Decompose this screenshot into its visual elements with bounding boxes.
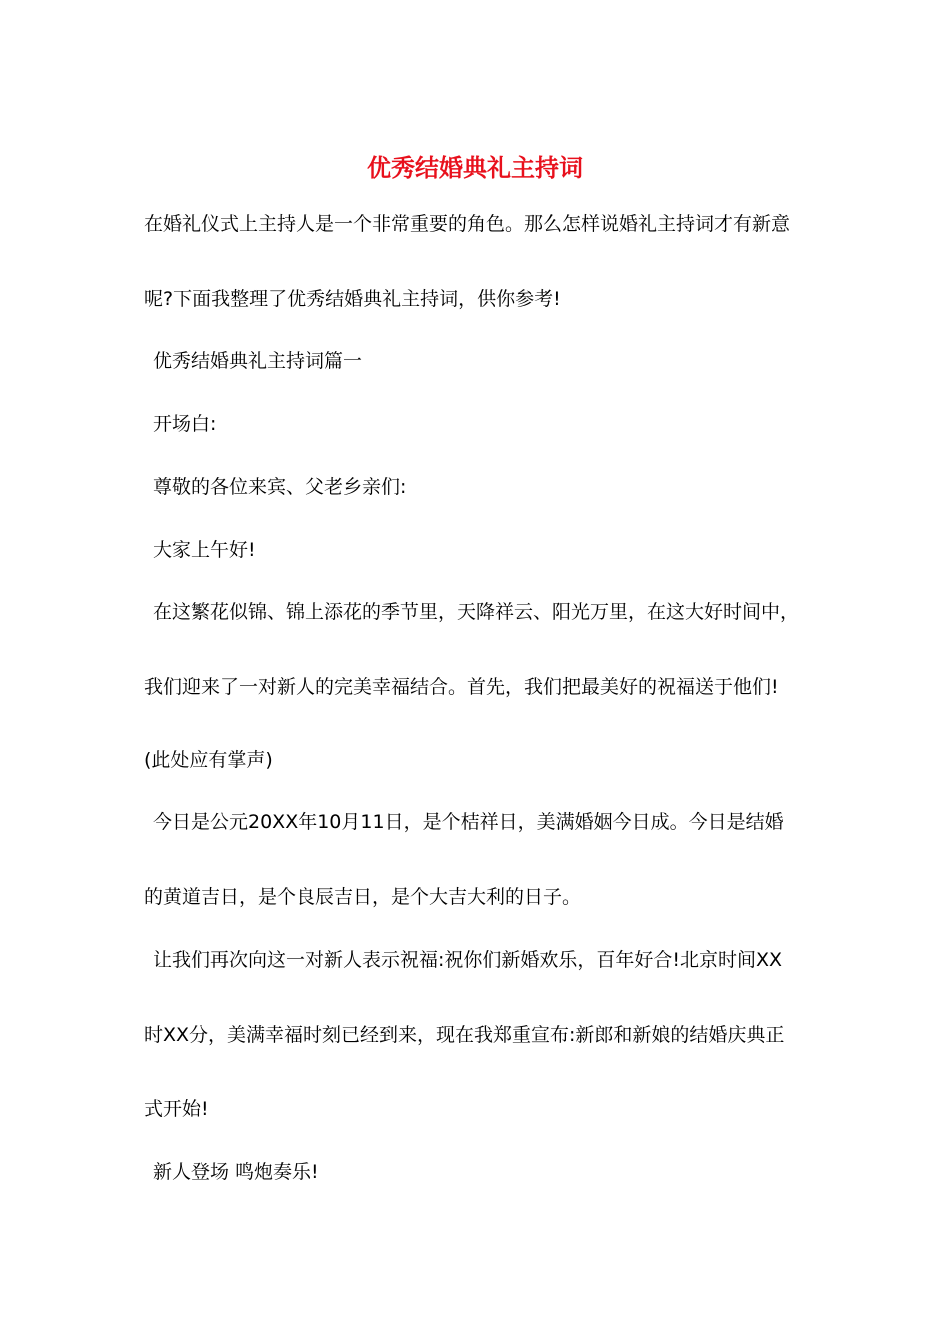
paragraph-line: (此处应有掌声): [144, 749, 273, 771]
paragraph-line: 时XX分，美满幸福时刻已经到来，现在我郑重宣布:新郎和新娘的结婚庆典正: [144, 1024, 785, 1046]
paragraph-line: 我们迎来了一对新人的完美幸福结合。首先，我们把最美好的祝福送于他们!: [144, 676, 779, 698]
paragraph-line: 式开始!: [144, 1098, 209, 1120]
paragraph-line: 在婚礼仪式上主持人是一个非常重要的角色。那么怎样说婚礼主持词才有新意: [144, 213, 791, 235]
paragraph-line: 大家上午好!: [153, 539, 256, 561]
paragraph-line: 呢?下面我整理了优秀结婚典礼主持词，供你参考!: [144, 288, 561, 310]
paragraph-line: 的黄道吉日，是个良辰吉日，是个大吉大利的日子。: [144, 886, 582, 908]
paragraph-line: 新人登场 鸣炮奏乐!: [153, 1161, 319, 1183]
paragraph-line: 今日是公元20XX年10月11日，是个桔祥日，美满婚姻今日成。今日是结婚: [153, 811, 784, 833]
paragraph-line: 开场白:: [153, 413, 217, 435]
paragraph-line: 尊敬的各位来宾、父老乡亲们:: [153, 476, 407, 498]
section-heading: 优秀结婚典礼主持词篇一: [153, 350, 363, 372]
paragraph-line: 在这繁花似锦、锦上添花的季节里，天降祥云、阳光万里，在这大好时间中，: [153, 601, 800, 623]
document-title: 优秀结婚典礼主持词: [367, 153, 583, 182]
paragraph-line: 让我们再次向这一对新人表示祝福:祝你们新婚欢乐，百年好合!北京时间XX: [153, 949, 783, 971]
